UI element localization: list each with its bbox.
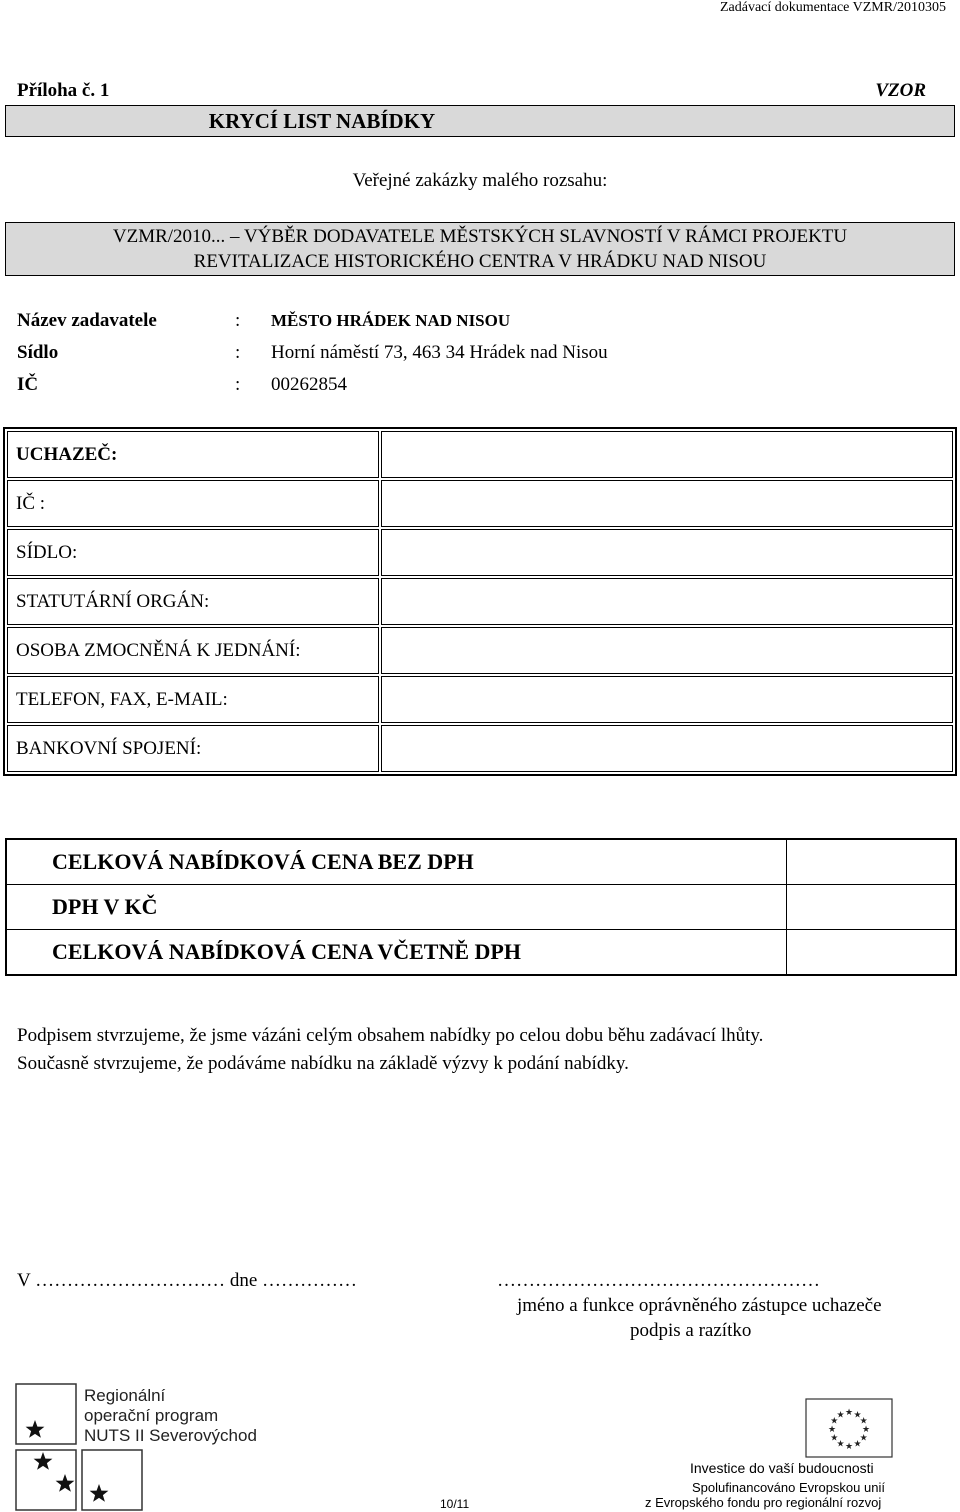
page-title: KRYCÍ LIST NABÍDKY	[208, 109, 436, 133]
bidder-statutory-label: STATUTÁRNÍ ORGÁN:	[7, 578, 379, 625]
subtitle: Veřejné zakázky malého rozsahu:	[352, 170, 608, 191]
table-row	[7, 578, 953, 625]
table-row	[7, 627, 953, 674]
rop-text	[84, 1386, 257, 1446]
contracting-name-label: Název zadavatele	[17, 310, 157, 331]
table-row	[6, 839, 956, 885]
contracting-seat-value: Horní náměstí 73, 463 34 Hrádek nad Nisou	[271, 342, 608, 363]
svg-text:★: ★	[853, 1410, 862, 1421]
project-line-2: REVITALIZACE HISTORICKÉHO CENTRA V HRÁDKU NAD NISOU	[193, 251, 767, 272]
contracting-name-value: MĚSTO HRÁDEK NAD NISOU	[271, 311, 511, 330]
table-row	[7, 529, 953, 576]
svg-text:★: ★	[859, 1433, 868, 1444]
statement-line-2: Současně stvrzujeme, že podáváme nabídku na základě výzvy k podání nabídky.	[17, 1053, 629, 1074]
svg-text:★: ★	[844, 1408, 854, 1418]
table-row	[7, 676, 953, 723]
rop-line-1: Regionální	[84, 1386, 166, 1405]
bidder-seat-field[interactable]	[381, 529, 953, 576]
svg-text:★: ★	[836, 1439, 845, 1450]
svg-text:★: ★	[830, 1433, 839, 1444]
svg-text:★: ★	[861, 1425, 871, 1435]
svg-text:★: ★	[836, 1410, 845, 1421]
colon: :	[235, 374, 241, 395]
table-row	[7, 431, 953, 478]
table-row	[7, 725, 953, 772]
rop-line-3: NUTS II Severovýchod	[84, 1426, 257, 1445]
project-line-1: VZMR/2010... – VÝBĚR DODAVATELE MĚSTSKÝCH SLAVNOSTÍ V RÁMCI PROJEKTU	[112, 226, 848, 247]
bidder-contact-label: TELEFON, FAX, E-MAIL:	[7, 676, 379, 723]
bidder-label: UCHAZEČ:	[7, 431, 379, 478]
colon: :	[235, 310, 241, 331]
price-incl-vat-label: CELKOVÁ NABÍDKOVÁ CENA VČETNĚ DPH	[6, 930, 787, 976]
bidder-ic-field[interactable]	[381, 480, 953, 527]
price-excl-vat-label: CELKOVÁ NABÍDKOVÁ CENA BEZ DPH	[6, 839, 787, 885]
svg-text:★: ★	[853, 1439, 862, 1450]
price-excl-vat-field[interactable]	[787, 839, 957, 885]
page-number: 10/11	[440, 1497, 470, 1511]
contracting-ic-value: 00262854	[271, 374, 347, 395]
place-date-line: V ………………………… dne ……………	[17, 1270, 358, 1291]
title-box	[5, 105, 955, 137]
signature-dots: ……………………………………………	[497, 1270, 820, 1291]
vat-field[interactable]	[787, 885, 957, 930]
svg-text:★: ★	[859, 1416, 868, 1427]
eu-cofinanced: Spolufinancováno Evropskou unií	[692, 1480, 885, 1495]
table-row	[6, 885, 956, 930]
vat-label: DPH V KČ	[6, 885, 787, 930]
bidder-authorized-field[interactable]	[381, 627, 953, 674]
eu-slogan: Investice do vaší budoucnosti	[690, 1460, 874, 1476]
eu-fund: z Evropského fondu pro regionální rozvoj	[645, 1495, 882, 1510]
price-table	[5, 838, 957, 976]
statement-line-1: Podpisem stvrzujeme, že jsme vázáni celým obsahem nabídky po celou dobu běhu zadávací lhůty.	[17, 1025, 764, 1046]
statement	[17, 1022, 763, 1078]
price-incl-vat-field[interactable]	[787, 930, 957, 976]
bidder-statutory-field[interactable]	[381, 578, 953, 625]
contracting-seat-label: Sídlo	[17, 342, 59, 363]
svg-text:★: ★	[830, 1416, 839, 1427]
bidder-ic-label: IČ :	[7, 480, 379, 527]
eu-flag-icon	[805, 1398, 893, 1458]
header-doc-ref: Zadávací dokumentace VZMR/2010305	[719, 0, 946, 15]
bidder-seat-label: SÍDLO:	[7, 529, 379, 576]
svg-text:★: ★	[844, 1442, 854, 1452]
bidder-table	[3, 427, 957, 776]
bidder-authorized-label: OSOBA ZMOCNĚNÁ K JEDNÁNÍ:	[7, 627, 379, 674]
signature-role: jméno a funkce oprávněného zástupce uchazeče	[517, 1295, 882, 1316]
contracting-ic-label: IČ	[17, 374, 39, 395]
rop-line-2: operační program	[84, 1406, 219, 1425]
table-row	[7, 480, 953, 527]
annex-label: Příloha č. 1	[17, 80, 110, 101]
colon: :	[235, 342, 241, 363]
bidder-name-field[interactable]	[381, 431, 953, 478]
bidder-bank-field[interactable]	[381, 725, 953, 772]
table-row	[6, 930, 956, 976]
template-label: VZOR	[875, 80, 926, 101]
bidder-bank-label: BANKOVNÍ SPOJENÍ:	[7, 725, 379, 772]
signature-stamp: podpis a razítko	[630, 1320, 752, 1341]
project-box	[5, 222, 955, 276]
svg-text:★: ★	[827, 1425, 837, 1435]
bidder-contact-field[interactable]	[381, 676, 953, 723]
